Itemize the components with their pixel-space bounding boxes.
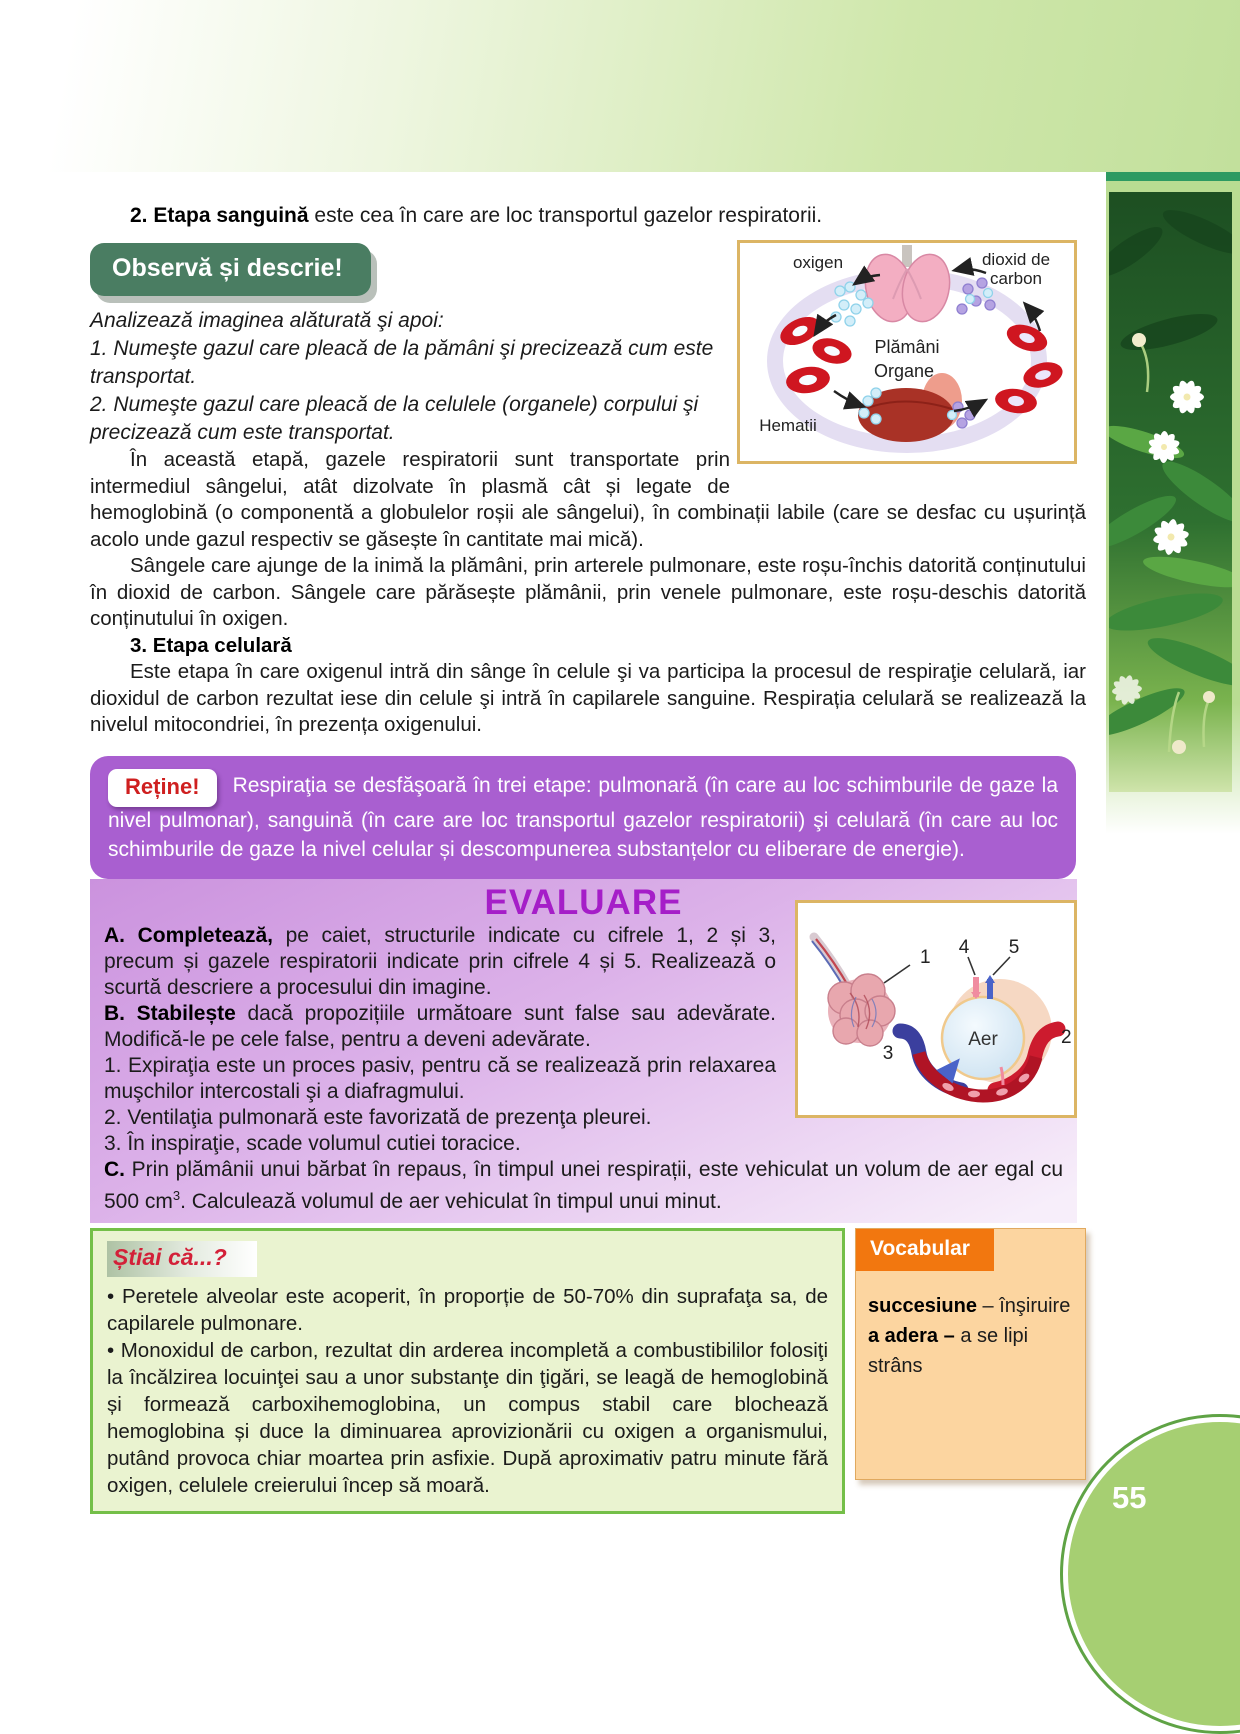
label-hematii: Hematii [759, 416, 817, 435]
red-cells-right [994, 320, 1066, 416]
intro-rest: este cea în care are loc transportul gazelor respiratorii. [308, 204, 823, 227]
main-paragraphs [90, 447, 1086, 739]
vocabular-entries [856, 1271, 1085, 1381]
observa-descrie-badge [90, 243, 371, 296]
heading-etapa-celulara: 3. Etapa celulară [130, 633, 292, 657]
top-gradient-band [0, 0, 1240, 172]
stiai-bullet-2: • Monoxidul de carbon, rezultat din arderea incompletă a combustibililor folosiţi la încălzirea locuinţei sau a unor substanţe din ţigări, se leagă de hemoglobină și formează carboxihemoglobina, un compus stabil care blochează hemoglobina și duce la diminuarea aprovizionării cu oxigen a organismului, putând provoca chiar moartea prin asfixie. După aproximativ patru minute fără oxigen, celulele creierului încep să moară. [107, 1339, 828, 1497]
page-number: 55 [1112, 1480, 1147, 1515]
retine-label: Reține! [108, 769, 217, 807]
observa-intro: Analizează imaginea alăturată şi apoi: [90, 309, 444, 332]
stiai-ca-label: Știai că...? [107, 1241, 257, 1277]
corner-circle [1060, 1414, 1240, 1734]
intro-sentence [90, 203, 1010, 230]
vocab-entry-adera: a adera – a se lipi strâns [868, 1325, 1029, 1377]
side-photo-strip [1106, 172, 1240, 834]
co2-molecules [948, 278, 996, 428]
paragraph-sange: Sângele care ajunge de la inimă la plămâni, prin arterele pulmonare, este roșu-închis datorită conținutului în dioxid de carbon. Sângele care părăsește plămânii, prin venele pulmonare, este roșu-deschis datorită conținutului în oxigen. [90, 554, 1086, 630]
vocab-entry-succesiune: succesiune – înşiruire [868, 1295, 1071, 1317]
observa-q2: 2. Numeşte gazul care pleacă de la celulele (organele) corpului şi precizează cum este transportat. [90, 393, 699, 444]
alveoli-cluster [812, 937, 895, 1046]
label-4: 4 [958, 937, 970, 958]
vocabular-header: Vocabular [856, 1229, 994, 1271]
label-1: 1 [920, 947, 931, 968]
retine-box [90, 756, 1076, 879]
label-3: 3 [882, 1043, 894, 1064]
paragraph-etapa-celulara: Este etapa în care oxigenul intră din sânge în celule şi va participa la procesul de respiraţie celulară, iar dioxidul de carbon rezultat iese din celule şi intră în capilarele sanguine. Respirația celulară se realizează la nivelul mitocondriei, în prezența oxigenului. [90, 660, 1086, 736]
observa-descrie-label: Observă și descrie! [112, 254, 343, 282]
evaluare-item-c: C. Prin plămânii unui bărbat în repaus, în timpul unei respirații, este vehiculat un volum de aer egal cu 500 $cm^3$. Calculează volumul de aer vehiculat în timpul unui minut. [104, 1158, 1063, 1213]
label-2: 2 [1061, 1027, 1072, 1048]
evaluare-item-b: B. Stabilește dacă propozițiile următoare sunt false sau adevărate. Modifică-le pe cele false, pentru a deveni adevărate. [104, 1002, 777, 1051]
observa-questions [90, 307, 738, 447]
stiai-bullet-1: • Peretele alveolar este acoperit, în proporție de 50-70% din suprafaţa sa, de capilarele pulmonare. [107, 1285, 828, 1335]
photo-panel [1106, 181, 1240, 834]
stiai-ca-box [90, 1228, 845, 1514]
label-oxigen: oxigen [792, 253, 844, 272]
label-organe: Organe [873, 361, 935, 381]
teal-divider-bar [1106, 172, 1240, 181]
circulation-diagram [737, 240, 1077, 464]
label-5: 5 [1008, 937, 1020, 958]
evaluare-item-1: 1. Expiraţia este un proces pasiv, pentru că se realizează prin relaxarea muşchilor intercostali şi a diafragmului. [104, 1054, 776, 1103]
superscript-3: 3 [172, 1188, 181, 1203]
label-co2-1: dioxid de [981, 250, 1051, 269]
paragraph-etapa-sanguina: În această etapă, gazele respiratorii sunt transportate prin intermediul sângelui, atât dizolvate în plasmă cât și legate de hemoglobină (o componentă a globulelor roșii ale sângelui), în combinații labile (care se desfac cu ușurință acolo unde gazul respectiv se găsește în cantitate mai mică). [90, 448, 1086, 551]
observa-q1: 1. Numeşte gazul care pleacă de la pămâni şi precizează cum este transportat. [90, 337, 714, 388]
retine-text: Respiraţia se desfăşoară în trei etape: pulmonară (în care au loc schimburile de gaze la nivel pulmonar), sanguină (în care are loc transportul gazelor respiratorii) şi celulară (în care au loc schimburile de gaze la nivel celular și descompunerea substanțelor cu eliberare de energie). [108, 774, 1058, 861]
intro-bold: 2. Etapa sanguină [130, 204, 309, 227]
lungs-illustration [859, 245, 955, 326]
label-co2-2: carbon [990, 269, 1042, 288]
evaluare-item-3: 3. În inspiraţie, scade volumul cutiei toracice. [104, 1132, 521, 1155]
label-plamani: Plămâni [874, 337, 940, 357]
vocabular-box [855, 1228, 1086, 1480]
label-aer: Aer [968, 1029, 998, 1050]
jasmine-photo [1109, 192, 1232, 792]
evaluare-item-a: A. Completează, pe caiet, structurile indicate cu cifrele 1, 2 și 3, precum și gazele respiratorii indicate prin cifrele 4 și 5. Realizează o scurtă descriere a procesului din imagine. [104, 924, 776, 999]
evaluare-title: EVALUARE [484, 883, 683, 922]
bottom-row [90, 1228, 1086, 1514]
evaluare-item-2: 2. Ventilaţia pulmonară este favorizată de prezenţa pleurei. [104, 1106, 652, 1129]
alveoli-diagram [795, 900, 1077, 1118]
organs-illustration [858, 373, 962, 442]
